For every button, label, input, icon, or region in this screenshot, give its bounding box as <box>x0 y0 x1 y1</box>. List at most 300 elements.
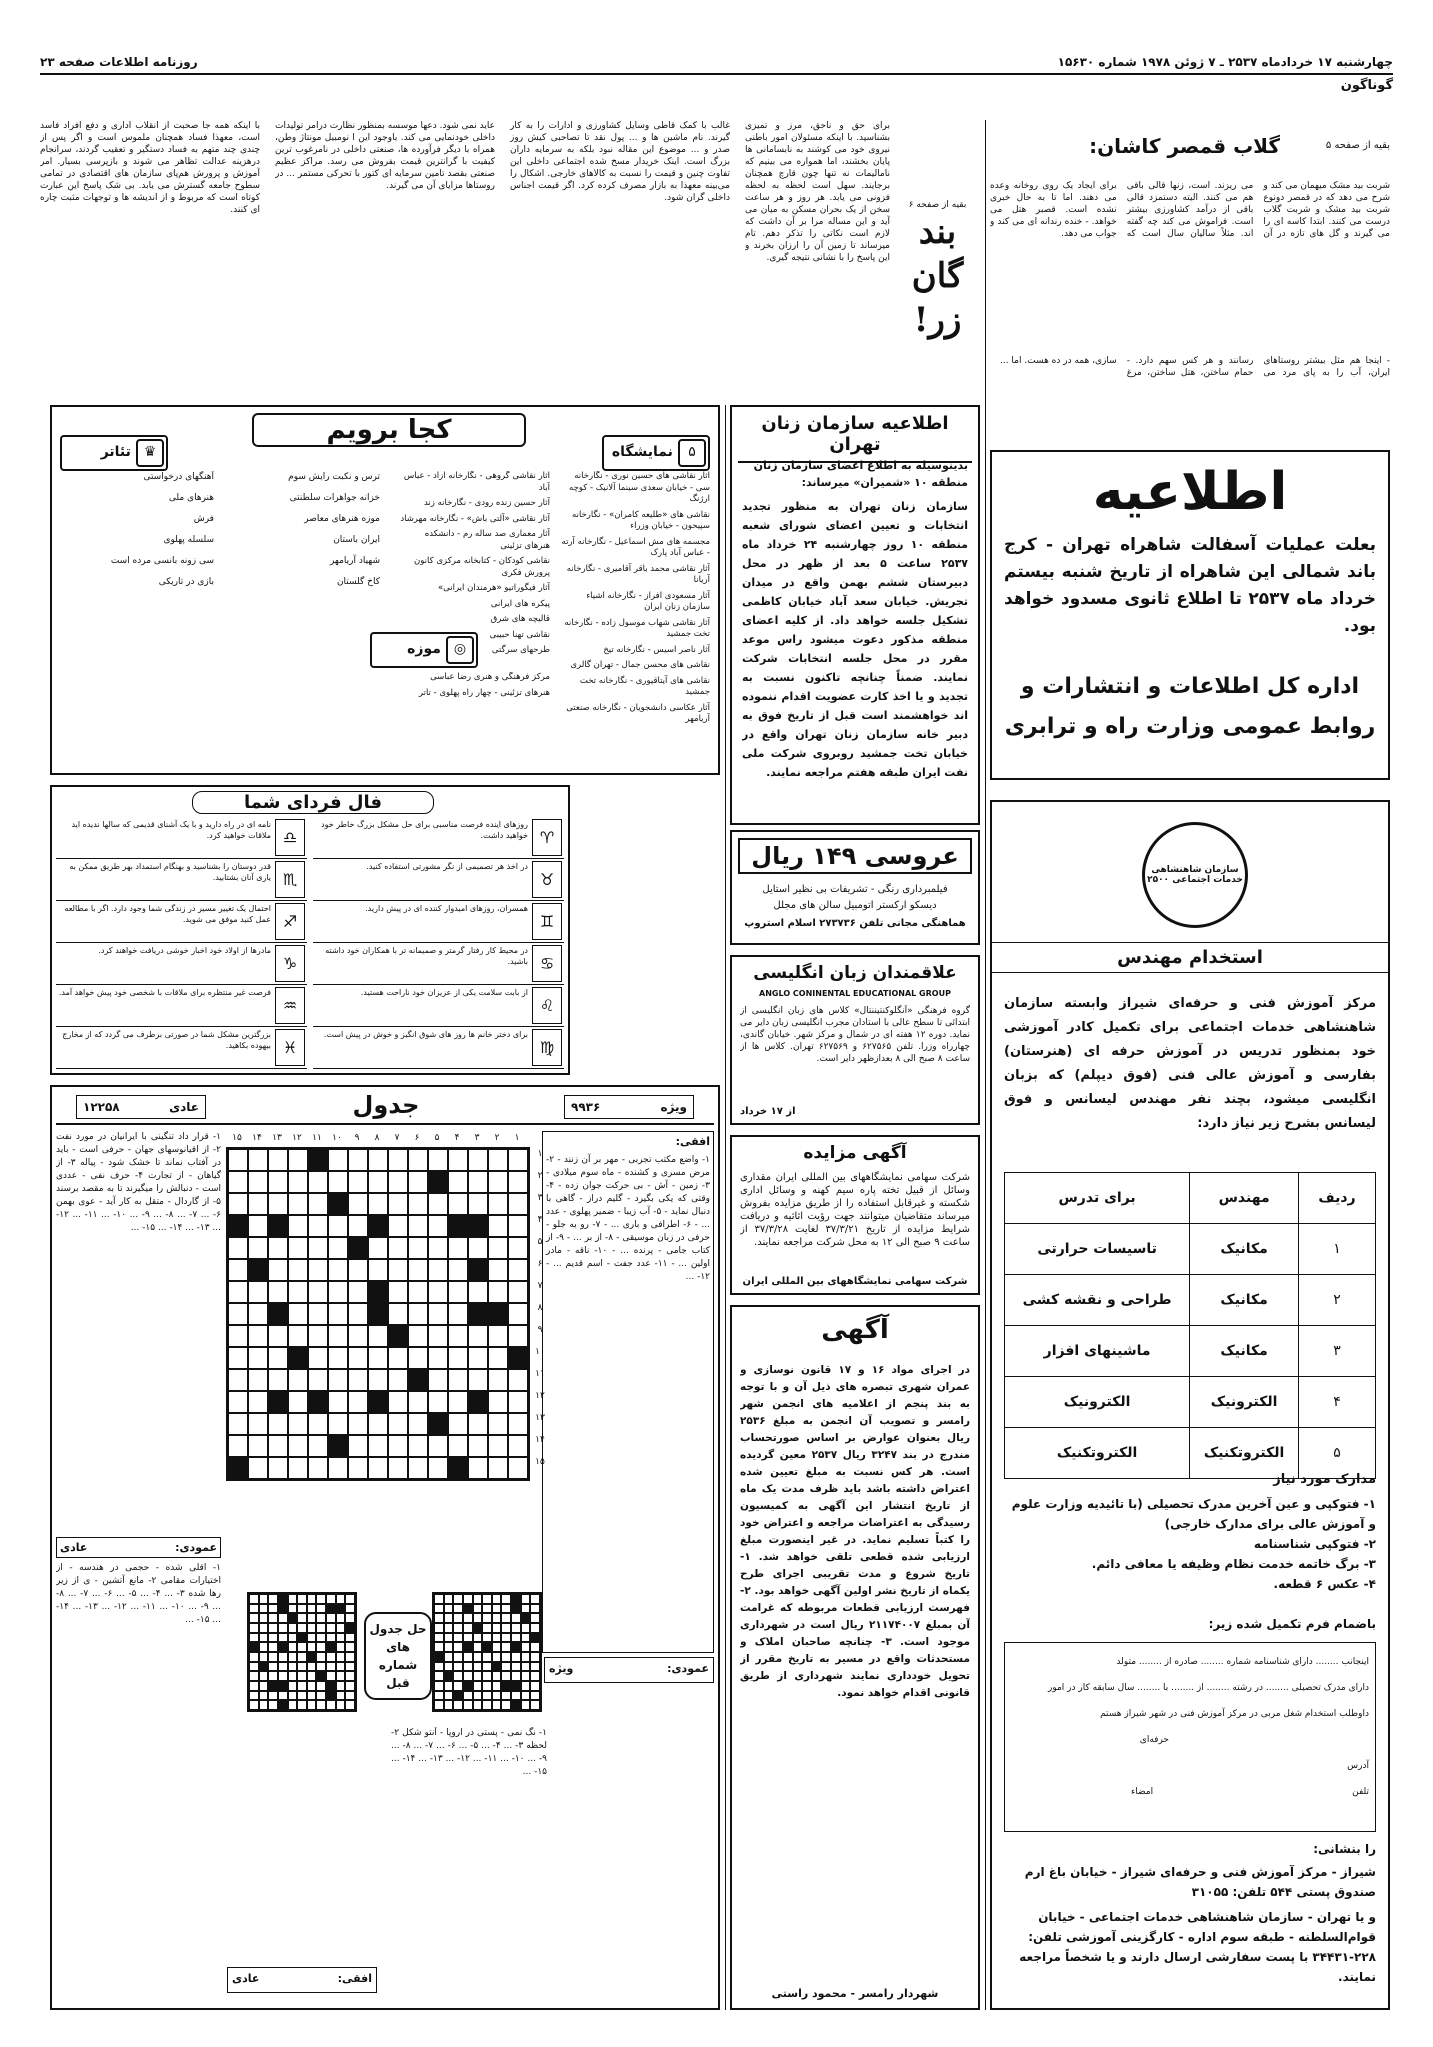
crossword-cell <box>345 1623 355 1633</box>
namayeshgah-item: آثار نقاشی شهاب موسول زاده - نگارخانه تخت جمشید <box>564 617 710 639</box>
crossword-cell <box>368 1259 388 1281</box>
crossword-cell <box>368 1149 388 1171</box>
crossword-cell <box>259 1662 269 1672</box>
crossword-cell <box>297 1623 307 1633</box>
crossword-cell <box>326 1633 336 1643</box>
crossword-cell <box>511 1623 521 1633</box>
crossword-cell <box>248 1149 268 1171</box>
crossword-cell <box>501 1604 511 1614</box>
namayeshgah-item: مجسمه های مش اسماعیل - نگارخانه آرته - عباس آباد پارک <box>561 536 710 558</box>
ofoghi-title: افقی: <box>675 1135 710 1148</box>
bandegan-headline <box>895 200 980 342</box>
sagittarius-icon: ♐ <box>275 903 305 940</box>
crossword-cell <box>468 1435 488 1457</box>
crossword-cell <box>249 1604 259 1614</box>
crossword-cell <box>408 1237 428 1259</box>
municipal-notice <box>730 1305 980 2010</box>
address-title: را بنشانی: <box>1313 1842 1376 1856</box>
crossword-cell <box>345 1594 355 1604</box>
horoscope-item: ♊ همسران، روزهای امیدوار کننده ای در پیش دارید. <box>313 901 564 943</box>
hiring-title: استخدام مهندس <box>992 942 1388 973</box>
crossword-cell <box>448 1391 468 1413</box>
crossword-cell <box>278 1613 288 1623</box>
crossword-cell <box>328 1281 348 1303</box>
teatr-label: تئاتر <box>100 444 131 460</box>
crossword-cell <box>463 1681 473 1691</box>
crossword-cell <box>368 1347 388 1369</box>
crossword-cell <box>316 1652 326 1662</box>
teatr-item: فرش <box>193 514 214 524</box>
crossword-cell <box>307 1681 317 1691</box>
crossword-cell <box>328 1215 348 1237</box>
crossword-special-badge <box>564 1095 694 1119</box>
crossword-cell <box>482 1681 492 1691</box>
crossword-cell <box>336 1671 346 1681</box>
crossword-cell <box>492 1604 502 1614</box>
crossword-cell <box>508 1369 528 1391</box>
crossword-cell <box>428 1391 448 1413</box>
crossword-cell <box>328 1237 348 1259</box>
req-list <box>1004 1494 1376 1594</box>
crossword-cell <box>268 1149 288 1171</box>
crossword-cell <box>468 1215 488 1237</box>
ofoghi-clues: ۱- واضع مکتب تجربی - مهر بر آن زنند - ۲- مرض مسری و کشنده - ماه سوم میلادی - ۳- زمین - آش - بی حرکت جوان زده - ۴- وقتی که یکی بگیرد - گلیم دراز - گاهی با دنبال نماید - ۵- آب زیبا - ضمیر پهلوی - عدد ... - ۶- اطرافی و باری ... - ۷- رو به جلو - حرفی در زبان موسیقی - ۸- از بر ... - ۹- از کتاب جامی - پرنده ... - ۱۰- ناقه - مادر اولین ... - ۱۱- عدد جفت - اسم قدیم ... - ۱۲- ... <box>546 1155 710 1282</box>
crossword-cell <box>249 1691 259 1701</box>
crossword-cell <box>463 1594 473 1604</box>
req-item: ۲- فتوکپی شناسنامه <box>1253 1537 1376 1551</box>
crossword-cell <box>463 1613 473 1623</box>
crossword-cell <box>521 1681 531 1691</box>
crossword-cell <box>228 1347 248 1369</box>
crossword-cell <box>530 1633 540 1643</box>
crossword-cell <box>308 1325 328 1347</box>
amoodi-title-left <box>56 1537 221 1558</box>
crossword-cell <box>453 1662 463 1672</box>
crossword-cell <box>463 1633 473 1643</box>
crossword-cell <box>482 1642 492 1652</box>
wedding-line2: دیسکو ارکستر اتومبیل سالن های مجلل <box>773 900 937 911</box>
crossword-cell <box>434 1681 444 1691</box>
crossword-cell <box>288 1193 308 1215</box>
crossword-cell <box>511 1642 521 1652</box>
crossword-cell <box>316 1681 326 1691</box>
crossword-cell <box>511 1671 521 1681</box>
crossword-cell <box>328 1259 348 1281</box>
ofoghi2-clues: ۱- اقلی شده - حجمی در هندسه - از اختیارات مقامی ۲- مانع آتشین - ی از زیر رها شده ۳- ... ۴- ... ۵- ... ۶- ... ۷- ... ۸- ... ۹- ... ۱۰- ... ۱۱- ... ۱۲- ... ۱۳- ... ۱۴- ... ۱۵- ... <box>56 1563 221 1625</box>
amoodi-box-bottom <box>227 1967 377 1993</box>
namayeshgah-item: نقاشی های «طلیعه کامران» - نگارخانه سپیحون - خیابان وزراء <box>572 509 710 531</box>
crossword-cell <box>488 1413 508 1435</box>
crossword-cell <box>444 1700 454 1710</box>
bandegan-col3: عاید نمی شود. دعها موسسه بمنظور نظارت درامر تولیدات داخلی خودنمایی می کند. باوجود این ا نومبیل مونتاژ وطن، همراه با دیگر فرآورده ها، صنعتی داخلی در نامرغوب ترین کیفیت با گرانترین قیمت بفروش می رسد. مراکز عظیم صنعتی بقصد تامین سرمایه ای کتور با تحرکی مستمر ... در روستاها مزایای آن می گیرند. <box>275 121 495 191</box>
crossword-cell <box>488 1193 508 1215</box>
crossword-cell <box>508 1215 528 1237</box>
crossword-cell <box>463 1642 473 1652</box>
horoscope-title: فال فردای شما <box>192 791 434 814</box>
crossword-cell <box>511 1613 521 1623</box>
col-radif: ردیف <box>1299 1173 1376 1224</box>
crossword-cell <box>326 1700 336 1710</box>
crossword-cell <box>453 1642 463 1652</box>
crossword-cell <box>488 1149 508 1171</box>
crossword-cell <box>268 1681 278 1691</box>
crossword-cell <box>408 1149 428 1171</box>
crossword-row-numbers: ۱ ۲ ۳ ۴ ۵ ۶ ۷ ۸ ۹ ۱۰ ۱۱ ۱۲ ۱۳ ۱۴ ۱۵ <box>535 1149 545 1467</box>
crossword-cell <box>268 1594 278 1604</box>
crossword-cell <box>297 1671 307 1681</box>
crossword-cell <box>249 1700 259 1710</box>
crossword-cell <box>336 1604 346 1614</box>
crossword-cell <box>316 1700 326 1710</box>
crossword-cell <box>444 1652 454 1662</box>
crossword-cell <box>288 1325 308 1347</box>
crossword-cell <box>492 1662 502 1672</box>
crossword-cell <box>444 1604 454 1614</box>
crossword-cell <box>388 1237 408 1259</box>
crossword-cell <box>501 1691 511 1701</box>
crossword-cell <box>468 1149 488 1171</box>
crossword-cell <box>501 1623 511 1633</box>
crossword-cell <box>482 1623 492 1633</box>
horoscope-item: ♉ در اخذ هر تصمیمی از نگر مشورتی استفاده کنید. <box>313 859 564 901</box>
muze-item: مرکز فرهنگی و هنری رضا عباسی <box>430 672 550 682</box>
crossword-cell <box>434 1594 444 1604</box>
crossword-cell <box>428 1215 448 1237</box>
crossword-cell <box>268 1281 288 1303</box>
crossword-cell <box>326 1623 336 1633</box>
teatr-item: کاخ گلستان <box>336 577 380 587</box>
crossword-cell <box>248 1259 268 1281</box>
crossword-cell <box>501 1662 511 1672</box>
crossword-cell <box>368 1281 388 1303</box>
form-line: حرفه‌ای <box>1139 1735 1169 1745</box>
crossword-cell <box>468 1259 488 1281</box>
crossword-cell <box>278 1700 288 1710</box>
form-sign: امضاء <box>1131 1787 1154 1797</box>
crossword-cell <box>268 1325 288 1347</box>
road-notice-body: بعلت عملیات آسفالت شاهراه تهران - کرج باند شمالی این شاهراه از تاریخ شنبه بیستم خرداد ماه ۲۵۳۷ تا اطلاع ثانوی مسدود خواهد بود. <box>1004 535 1376 636</box>
muze-label: موزه <box>407 641 441 657</box>
crossword-cell <box>488 1369 508 1391</box>
crossword-cell <box>521 1652 531 1662</box>
amoodi-label-bottom: عمودی: <box>667 1662 709 1675</box>
table-row: ۲ مکانیک طراحی و نقشه کشی <box>1005 1275 1376 1326</box>
crossword-cell <box>473 1691 483 1701</box>
horoscope-item: ♌ از بابت سلامت یکی از عزیزان خود ناراحت هستید. <box>313 985 564 1027</box>
crossword-cell <box>368 1457 388 1479</box>
crossword-cell <box>453 1604 463 1614</box>
crossword-cell <box>453 1691 463 1701</box>
crossword-cell <box>326 1671 336 1681</box>
header-page: روزنامه اطلاعات صفحه ۲۳ <box>40 55 198 69</box>
crossword-cell <box>268 1700 278 1710</box>
crossword-cell <box>278 1594 288 1604</box>
crossword-cell <box>408 1435 428 1457</box>
crossword-cell <box>482 1671 492 1681</box>
zanan-title: اطلاعیه سازمان زنان تهران <box>738 413 972 463</box>
col-mohandes: مهندس <box>1190 1173 1299 1224</box>
crossword-cell <box>428 1193 448 1215</box>
koja-teatr-header <box>60 435 168 471</box>
crossword-cell <box>448 1457 468 1479</box>
crossword-box <box>50 1085 720 2010</box>
crossword-cell <box>388 1281 408 1303</box>
crossword-cell <box>278 1681 288 1691</box>
crossword-cell <box>444 1691 454 1701</box>
crossword-cell <box>388 1303 408 1325</box>
crossword-cell <box>345 1671 355 1681</box>
crossword-cell <box>307 1652 317 1662</box>
crossword-cell <box>345 1662 355 1672</box>
crossword-cell <box>428 1369 448 1391</box>
special-number: ۹۹۳۶ <box>571 1100 601 1114</box>
special-box-bottom <box>544 1657 714 1683</box>
crossword-cell <box>482 1613 492 1623</box>
crossword-cell <box>508 1259 528 1281</box>
crossword-title: جدول <box>352 1091 420 1119</box>
crossword-cell <box>268 1457 288 1479</box>
horoscope-item: ♈ روزهای اینده فرصت مناسبی برای حل مشکل بزرگ خاطر خود خواهید داشت. <box>313 817 564 859</box>
crossword-cell <box>248 1215 268 1237</box>
crossword-cell <box>228 1391 248 1413</box>
crossword-cell <box>448 1149 468 1171</box>
crossword-cell <box>473 1613 483 1623</box>
crossword-cell <box>488 1435 508 1457</box>
crossword-cell <box>328 1193 348 1215</box>
crossword-cell <box>521 1604 531 1614</box>
teatr-item: سی زونه بانسی مرده است <box>110 556 214 566</box>
crossword-cell <box>308 1215 328 1237</box>
aquarius-icon: ♒ <box>275 987 305 1024</box>
crossword-cell <box>448 1171 468 1193</box>
teatr-item: آهنگهای درخواستی <box>143 472 214 482</box>
crossword-cell <box>248 1347 268 1369</box>
crossword-cell <box>492 1691 502 1701</box>
crossword-cell <box>368 1369 388 1391</box>
crossword-cell <box>448 1259 468 1281</box>
crossword-cell <box>326 1613 336 1623</box>
crossword-cell <box>448 1347 468 1369</box>
crossword-cell <box>248 1391 268 1413</box>
crossword-cell <box>268 1613 278 1623</box>
crossword-cell <box>336 1662 346 1672</box>
crossword-cell <box>268 1237 288 1259</box>
crossword-cell <box>328 1347 348 1369</box>
horoscope-col-right <box>313 817 564 1069</box>
crossword-cell <box>248 1171 268 1193</box>
crossword-cell <box>297 1633 307 1643</box>
crossword-cell <box>492 1613 502 1623</box>
crossword-cell <box>521 1671 531 1681</box>
crossword-cell <box>368 1325 388 1347</box>
crossword-cell <box>249 1671 259 1681</box>
crossword-cell <box>228 1435 248 1457</box>
horoscope-box <box>50 785 570 1075</box>
crossword-cell <box>521 1633 531 1643</box>
crossword-cell <box>288 1391 308 1413</box>
crossword-cell <box>345 1613 355 1623</box>
leo-icon: ♌ <box>532 987 562 1024</box>
crossword-cell <box>268 1633 278 1643</box>
crossword-cell <box>521 1613 531 1623</box>
crossword-cell <box>308 1237 328 1259</box>
crossword-cell <box>316 1613 326 1623</box>
crossword-cell <box>434 1613 444 1623</box>
crossword-cell <box>434 1700 444 1710</box>
crossword-number: ۱۲۲۵۸ <box>83 1100 120 1114</box>
crossword-cell <box>482 1594 492 1604</box>
crossword-cell <box>428 1457 448 1479</box>
crossword-cell <box>434 1671 444 1681</box>
crossword-cell <box>521 1642 531 1652</box>
crossword-cell <box>259 1691 269 1701</box>
crossword-cell <box>408 1215 428 1237</box>
req-item: ۳- برگ خاتمه خدمت نظام وظیفه یا معافی دائم. <box>1091 1557 1376 1571</box>
namayeshgah2-item: آثار نقاشی «آلتی باش» - نگارخانه مهرشاد <box>400 513 550 524</box>
crossword-cell <box>345 1700 355 1710</box>
crossword-cell <box>508 1149 528 1171</box>
golab-footer: - اینجا هم مثل بیشتر روستاهای ایران، آب را به پای مرد می رسانند و هر کس سهم دارد. - حمام ساختن، هتل ساختن، مرغ سازی، همه در ده هست. اما ... <box>999 356 1390 378</box>
crossword-cell <box>228 1237 248 1259</box>
crossword-cell <box>345 1604 355 1614</box>
crossword-cell <box>482 1700 492 1710</box>
crossword-cell <box>444 1613 454 1623</box>
table-row: ۴ الکترونیک الکترونیک <box>1005 1377 1376 1428</box>
auction-title: آگهی مزایده <box>803 1143 907 1163</box>
namayeshgah2-item: نقاشی کودکان - کتابخانه مرکزی کانون پرورش فکری <box>414 556 550 578</box>
crossword-cell <box>408 1259 428 1281</box>
crossword-cell <box>228 1369 248 1391</box>
crossword-cell <box>288 1604 298 1614</box>
crossword-cell <box>468 1391 488 1413</box>
crossword-cell <box>326 1594 336 1604</box>
column-divider <box>985 120 986 2010</box>
crossword-cell <box>488 1215 508 1237</box>
english-body: گروه فرهنگی «آنگلوکنتیننتال» کلاس های زبان انگلیسی از ابتدائی تا سطح عالی با استادان مجرب انگلیسی زبان دایر می نماید. دوره ۱۲ هفته ای در شمال و مرکز شهر. خیابان گاندی، چهارراه وزرا. تلفن ۶۲۷۵۶۵ و ۶۲۷۵۶۹ تهران. کلاس ها از ساعت ۸ صبح الی ۸ بعدازظهر دایر است. <box>740 1006 970 1064</box>
namayeshgah-item: نقاشی های محسن جمال - تهران گالری <box>570 660 710 670</box>
koja-title: کجا برویم <box>252 413 526 447</box>
crossword-cell <box>428 1325 448 1347</box>
bandegan-col4: با اینکه همه جا صحبت از انقلاب اداری و دفع افراد فاسد است، معهذا فساد همچنان ملموس است و اگر پس از چندی چند متهم به فساد دستگیر و تعقیب گردند، سرانجام درهزینه عدالت تظاهر می شوند و بازپرسی بسیار. امر آموزش و پرورش هم‌پای سازمان های اقتصادی در تمامی سطوح جامعه گسترش می یابد. بی شک پاسخ این عبارت کوتاه است که مربوط و از اندیشه ها و توجهات مثبت چاره ای کنند. <box>40 121 260 215</box>
crossword-cell <box>428 1149 448 1171</box>
crossword-cell <box>408 1391 428 1413</box>
libra-icon: ♎ <box>275 819 305 856</box>
bandegan-ref: بقیه از صفحه ۶ <box>908 200 967 210</box>
crossword-cell <box>482 1633 492 1643</box>
crossword-cell <box>249 1681 259 1691</box>
crossword-cell <box>434 1623 444 1633</box>
crossword-cell <box>268 1623 278 1633</box>
req-title: مدارک مورد نیاز <box>1273 1472 1376 1487</box>
horoscope-item: ♒ فرصت غیر منتظره برای ملاقات با شخصی خود پیش خواهد آمد. <box>56 985 307 1027</box>
crossword-cell <box>288 1435 308 1457</box>
crossword-header <box>56 1091 714 1125</box>
crossword-cell <box>336 1594 346 1604</box>
crossword-cell <box>348 1391 368 1413</box>
crossword-cell <box>248 1303 268 1325</box>
crossword-cell <box>530 1691 540 1701</box>
crossword-cell <box>508 1303 528 1325</box>
gallery-icon: ۵ <box>678 439 706 467</box>
req-item: ۴- عکس ۶ قطعه. <box>1273 1577 1376 1591</box>
crossword-cell <box>308 1347 328 1369</box>
crossword-cell <box>488 1259 508 1281</box>
crossword-cell <box>336 1681 346 1691</box>
koja-col-teatr <box>60 471 380 766</box>
crossword-cell <box>521 1691 531 1701</box>
horoscope-item: ♏ قدر دوستان را بشناسید و بهنگام استمداد بهر طریق ممکن به یاری آنان بشتابید. <box>56 859 307 901</box>
muze-item: هنرهای تزئینی - چهار راه پهلوی - تاتر <box>418 687 550 698</box>
crossword-cell <box>336 1691 346 1701</box>
crossword-cell <box>259 1623 269 1633</box>
crossword-cell <box>288 1652 298 1662</box>
crossword-cell <box>249 1652 259 1662</box>
crossword-cell <box>336 1623 346 1633</box>
aries-icon: ♈ <box>532 819 562 856</box>
crossword-cell <box>268 1642 278 1652</box>
crossword-cell <box>249 1662 259 1672</box>
crossword-cell <box>521 1594 531 1604</box>
table-row: ۱ مکانیک تاسیسات حرارتی <box>1005 1224 1376 1275</box>
crossword-cell <box>530 1681 540 1691</box>
crossword-cell <box>268 1303 288 1325</box>
crossword-cell <box>482 1652 492 1662</box>
crossword-cell <box>348 1171 368 1193</box>
crossword-cell <box>278 1623 288 1633</box>
form-line: داوطلب استخدام شغل مربی در مرکز آموزش فنی در شهر شیراز هستم <box>1100 1709 1369 1719</box>
crossword-cell <box>444 1623 454 1633</box>
crossword-cell <box>328 1171 348 1193</box>
crossword-cell <box>288 1237 308 1259</box>
crossword-cell <box>488 1303 508 1325</box>
auction-body: شرکت سهامی نمایشگاههای بین المللی ایران مقداری وسائل از قبیل تخته پاره سیم کهنه و وسائل اداری شکسته و غیرقابل استفاده را از طریق مزایده بفروش میرساند متقاضیان میتوانند جهت رؤیت اثاثیه و دریافت شرایط مزایده از تاریخ ۳۷/۳/۲۱ لغایت ۳۷/۳/۲۸ از ساعت ۹ صبح الی ۱۲ به محل شرکت مراجعه نمایند. <box>740 1172 970 1248</box>
crossword-cell <box>368 1237 388 1259</box>
crossword-cell <box>492 1642 502 1652</box>
crossword-cell <box>511 1652 521 1662</box>
virgo-icon: ♍ <box>532 1029 562 1066</box>
namayeshgah-label: نمایشگاه <box>611 444 673 460</box>
crossword-cell <box>316 1623 326 1633</box>
special-label: ویژه <box>660 1100 687 1114</box>
namayeshgah2-item: پیکره های ایرانی <box>490 598 550 609</box>
crossword-grid <box>226 1147 530 1481</box>
crossword-cell <box>249 1613 259 1623</box>
solution-grid-2 <box>432 1592 542 1712</box>
namayeshgah2-item: نقاشی تهنا حبیبی <box>489 629 550 640</box>
museum-icon: ◎ <box>446 636 474 664</box>
crossword-cell <box>492 1681 502 1691</box>
koja-col-muze <box>400 672 550 767</box>
crossword-cell <box>278 1604 288 1614</box>
teatr-item: ایران باستان <box>333 535 380 545</box>
english-sub: ANGLO CONINENTAL EDUCATIONAL GROUP <box>759 989 951 998</box>
crossword-cell <box>288 1413 308 1435</box>
crossword-cell <box>448 1215 468 1237</box>
wedding-ad <box>730 830 980 945</box>
crossword-cell <box>308 1259 328 1281</box>
namayeshgah-item: آثار عکاسی دانشجویان - نگارخانه صنعتی آریامهر <box>566 702 710 724</box>
crossword-cell <box>448 1435 468 1457</box>
crossword-cell <box>326 1662 336 1672</box>
crossword-cell <box>530 1652 540 1662</box>
crossword-cell <box>468 1347 488 1369</box>
crossword-cell <box>453 1671 463 1681</box>
req-item: ۱- فتوکپی و عین آخرین مدرک تحصیلی (با تائیدیه وزارت علوم و آموزش عالی برای مدارک خارجی) <box>1011 1497 1376 1531</box>
hiring-body: مرکز آموزش فنی و حرفه‌ای شیراز وابسته سازمان شاهنشاهی خدمات اجتماعی برای تکمیل کادر آموزشی خود بمنظور تدریس در آموزش حرفه ای (هنرستان) بفارسی و آموزش عالی فنی (فوق دیپلم) که بزبان انگلیسی میشود، بچند نفر مهندس لیسانس و فوق لیسانس بشرح زیر نیاز دارد: <box>1004 996 1376 1131</box>
crossword-cell <box>511 1594 521 1604</box>
municipal-body: در اجرای مواد ۱۶ و ۱۷ قانون نوسازی و عمران شهری تبصره های ذیل آن و با توجه به بند پنجم از اعلامیه های انجمن شهر رامسر و تصویب آن انجمن به مبلغ ۲۵۳۶ ریال بعنوان عوارض بر اساس صورتحساب مندرج در بند ۳۲۴۷ ریال ۲۵۳۷ معین گردیده است. هر کس نسبت به مبلغ تعیین شده اعتراض داشته باشد باید ظرف مدت یک ماه از تاریخ انتشار این آگهی به کمیسیون رسیدگی به اعتراضات مراجعه و اعتراض خود را کتباً تسلیم نماید. در غیر اینصورت مبلغ ارزیابی شده قطعی تلقی خواهد شد. ۱- تاریخ شروع و مدت تقریبی اجرای طرح یکماه از تاریخ نشر اولین آگهی خواهد بود. ۲- فهرست ارزیابی قطعات مربوطه که غرامت آن بمبلغ ۲۱۱۷۴۰۰۷ ریال است در شهرداری موجود است. ۳- چنانچه صاحبان املاک و مستحدثات واقع در مسیر به تاریخ مقرر از تحویل خودداری نمایند شهرداری از طریق قانونی اقدام خواهد نمود. <box>740 1364 970 1699</box>
crossword-cell <box>511 1662 521 1672</box>
